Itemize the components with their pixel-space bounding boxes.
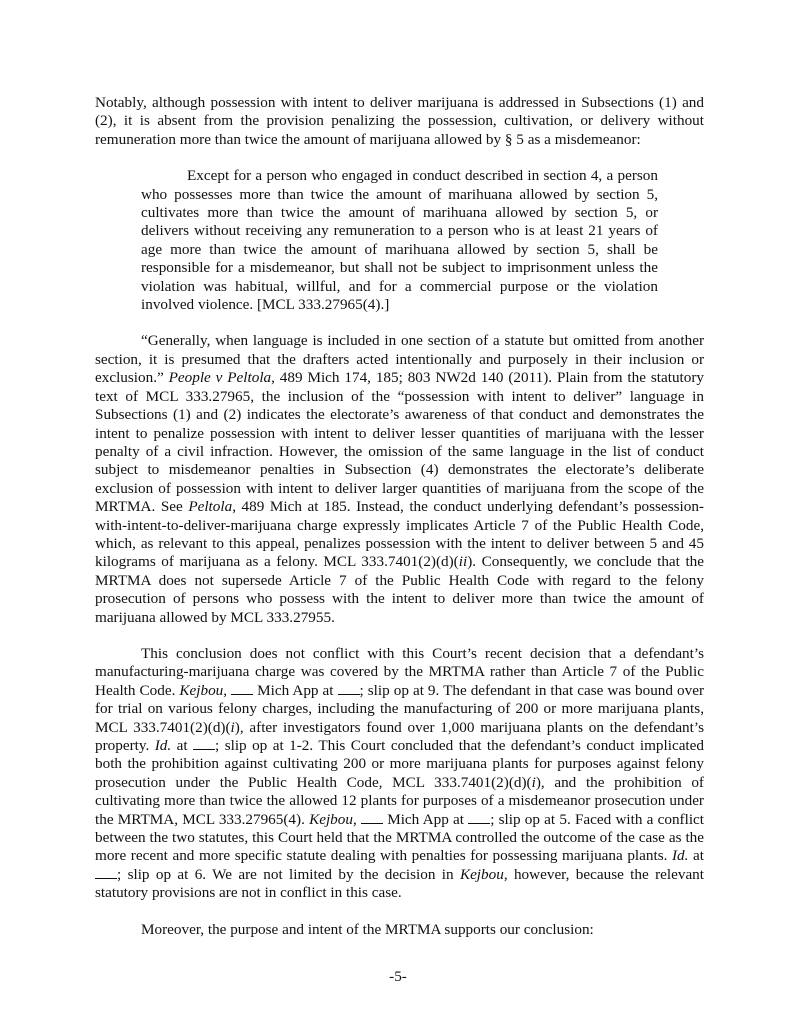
page-number: -5-	[389, 968, 407, 985]
blank-line	[361, 811, 383, 824]
block-quote: Except for a person who engaged in conduct described in section 4, a person who possesses more than twice the amount of marihuana allowed by section 5, cultivates more than twice the amount of marihuana allowed by section 5, or delivers without receiving any remuneration to a person who is at least 21 years of age more than twice the amount of marihuana allowed by section 5, shall be responsible for a misdemeanor, but shall not be subject to imprisonment unless the violation was habitual, willful, and for a commercial purpose or the violation involved violence. [MCL 333.27965(4).]	[141, 167, 658, 314]
case-citation: Kejbou	[179, 681, 224, 699]
blank-line	[193, 737, 215, 750]
blank-line	[95, 866, 117, 879]
blank-line	[468, 811, 490, 824]
case-citation: People v Peltola	[168, 369, 272, 387]
case-citation: Kejbou	[459, 865, 504, 883]
paragraph-kejbou: This conclusion does not conflict with this Court’s recent decision that a defendant’s manufacturing-marijuana charge was covered by the MRTMA rather than Article 7 of the Public Health Code. Kejbou, Mich App at ; slip op at 9. The defendant in that case was bound over for trial on various felony charges, including the manufacturing of 200 or more marijuana plants, MCL 333.7401(2)(d)(i), after investigators found over 1,000 marijuana plants on the defendant’s property. Id. at ; slip op at 1-2. This Court concluded that the defendant’s conduct implicated both the prohibition against cultivating 200 or more marijuana plants for purposes against felony prosecution under the Public Health Code, MCL 333.7401(2)(d)(i), and the prohibition of cultivating more than twice the allowed 12 plants for purposes of a misdemeanor prosecution under the MRTMA, MCL 333.27965(4). Kejbou, Mich App at ; slip op at 5. Faced with a conflict between the two statutes, this Court held that the MRTMA controlled the outcome of the case as the more recent and more specific statute dealing with penalties for possessing marijuana plants. Id. at ; slip op at 6. We are not limited by the decision in Kejbou, however, because the relevant statutory provisions are not in conflict in this case.	[95, 644, 705, 902]
paragraph-conclusion-lead: Moreover, the purpose and intent of the MRTMA supports our conclusion:	[141, 920, 594, 938]
body-text	[95, 94, 704, 957]
blank-line	[231, 682, 253, 695]
blank-line	[338, 682, 360, 695]
paragraph-intro: Notably, although possession with intent to deliver marijuana is addressed in Subsections (1) and (2), it is absent from the provision penalizing the possession, cultivation, or delivery without remuneration more than twice the amount of marijuana allowed by § 5 as a misdemeanor:	[95, 94, 704, 148]
case-citation: Peltola	[188, 498, 233, 516]
case-citation: Kejbou	[309, 810, 353, 828]
paragraph-analysis: “Generally, when language is included in one section of a statute but omitted from another section, it is presumed that the drafters acted intentionally and purposely in their inclusion or exclusion.” People v Peltola, 489 Mich 174, 185; 803 NW2d 140 (2011). Plain from the statutory text of MCL 333.27965, the inclusion of the “possession with intent to deliver” language in Subsections (1) and (2) indicates the electorate’s awareness of that conduct and demonstrates the intent to penalize possession with intent to deliver lesser quantities of marijuana with the lesser penalty of a civil infraction. However, the omission of the same language in the list of conduct subject to misdemeanor penalties in Subsection (4) demonstrates the electorate’s deliberate exclusion of possession with intent to deliver larger quantities of marijuana from the scope of the MRTMA. See Peltola, 489 Mich at 185. Instead, the conduct underlying defendant’s possession-with-intent-to-deliver-marijuana charge expressly implicates Article 7 of the Public Health Code, which, as relevant to this appeal, penalizes possession with the intent to deliver between 5 and 45 kilograms of marijuana as a felony. MCL 333.7401(2)(d)(ii). Consequently, we conclude that the MRTMA does not supersede Article 7 of the Public Health Code with regard to the felony prosecution of persons who possess with the intent to deliver more than twice the amount of marijuana allowed by MCL 333.27955.	[95, 332, 705, 626]
